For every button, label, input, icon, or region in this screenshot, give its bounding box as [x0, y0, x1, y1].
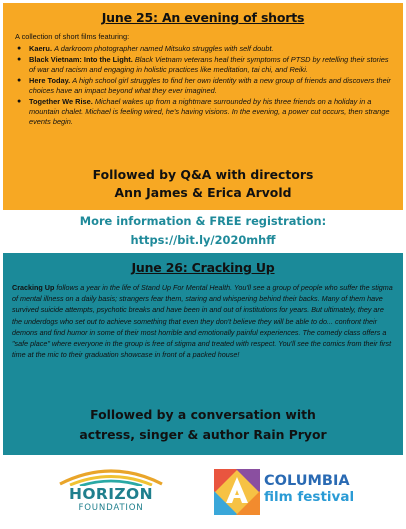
- june-25-heading: June 25: An evening of shorts: [101, 10, 305, 25]
- film-description: Michael wakes up from a nightmare surrounded by his three friends on a holiday in a mountain chalet. Michael is feeling wired, he's having visions. In the evening, a power cut occurs, then strange events begin.: [29, 97, 390, 126]
- film-item: [16, 97, 393, 127]
- film-description: A high school girl struggles to find her own identity with a new group of friends and discovers their choices have an impact beyond what they ever imagined.: [29, 76, 391, 95]
- columbia-film-festival-mark-icon: [214, 469, 260, 515]
- june-25-panel: [3, 3, 403, 210]
- film-item: [16, 44, 393, 54]
- qa-line-2: Ann James & Erica Arvold: [114, 185, 292, 200]
- films-intro: A collection of short films featuring:: [15, 32, 130, 41]
- registration-text: More information & FREE registration:: [79, 214, 327, 228]
- film-title: Together We Rise.: [29, 97, 93, 106]
- conversation-line-2: actress, singer & author Rain Pryor: [79, 427, 327, 442]
- conversation-line-1: Followed by a conversation with: [90, 407, 316, 422]
- horizon-name: HORIZON: [68, 485, 154, 503]
- film-description: A darkroom photographer named Mitsuko struggles with self doubt.: [54, 44, 274, 53]
- qa-followup: [3, 166, 403, 202]
- june-26-heading: June 26: Cracking Up: [131, 260, 275, 275]
- cracking-up-title: Cracking Up: [12, 283, 55, 292]
- cff-line-1: COLUMBIA: [264, 473, 350, 489]
- conversation-followup: [3, 405, 403, 445]
- qa-line-1: Followed by Q&A with directors: [92, 167, 314, 182]
- columbia-film-festival-logo: [264, 473, 354, 506]
- film-item: [16, 76, 393, 96]
- june-26-panel: [3, 253, 403, 455]
- film-description: Black Vietnam veterans heal their symptoms of PTSD by retelling their stories of war and racism and engaging in holistic practices like meditation, tai chi, and Reiki.: [29, 55, 389, 74]
- film-title: Kaeru.: [29, 44, 53, 53]
- registration-link[interactable]: https://bit.ly/2020mhff: [130, 233, 276, 247]
- horizon-foundation-logo: [52, 464, 170, 526]
- film-title: Black Vietnam: Into the Light.: [29, 55, 133, 64]
- sponsor-logos: [0, 458, 406, 529]
- horizon-arc-icon: [56, 464, 166, 486]
- cff-line-2: film festival: [264, 489, 355, 505]
- registration-info: [0, 212, 406, 250]
- cracking-up-body: follows a year in the life of Stand Up For Mental Health. You'll see a group of people who suffer the stigma of mental illness on a daily basis; strangers fear them, staring and whispering behind their backs. Many of them have survived suicide attempts, psychotic breaks and have been in and out of institutions for years. But ultimately, they are the underdogs who set out to achieve something that even they don't believe they will be able to do... confront their demons and find humor in some of their most horrible and emotionally painful experiences. The comedy class offers a "safe place" where everyone in the group is free of stigma and treated with respect. You'll see the comics from their first time at the mic to their graduation showcase in front of a packed house!: [12, 283, 393, 360]
- cracking-up-description: [12, 282, 393, 360]
- films-list: [16, 44, 393, 127]
- film-item: [16, 55, 393, 75]
- horizon-sub: FOUNDATION: [78, 503, 144, 513]
- film-title: Here Today.: [29, 76, 71, 85]
